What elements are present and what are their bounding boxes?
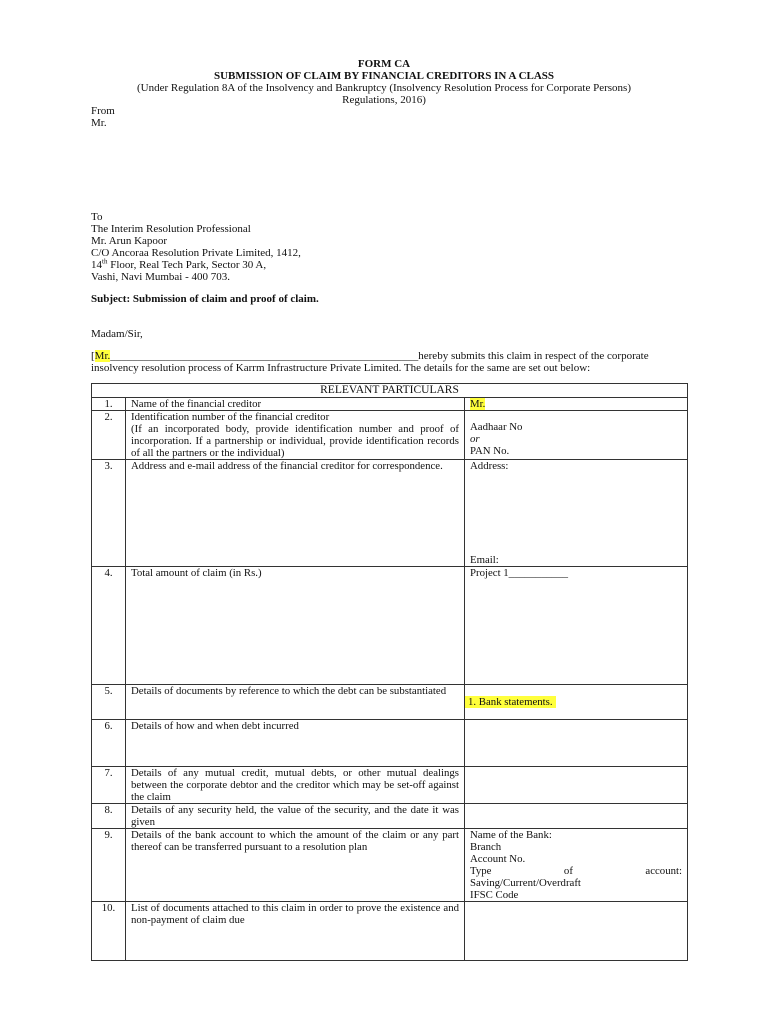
row-value	[465, 902, 688, 961]
table-header-row	[92, 384, 688, 398]
intro-line-1: [Mr.________________________________________________________hereby submits this claim in respect of the corporate	[91, 350, 649, 362]
row-value: Project 1___________	[465, 567, 688, 685]
form-subtitle: SUBMISSION OF CLAIM BY FINANCIAL CREDITORS IN A CLASS	[213, 70, 555, 82]
row-description: Details of documents by reference to which the debt can be substantiated	[126, 685, 465, 720]
intro-paragraph	[91, 350, 687, 374]
subject-label: Subject	[91, 293, 127, 305]
row-number: 1.	[92, 398, 126, 411]
form-title: FORM CA	[357, 58, 411, 70]
row-number: 8.	[92, 804, 126, 829]
to-line-3: C/O Ancoraa Resolution Private Limited, 1412,	[91, 247, 301, 259]
table-row	[92, 460, 688, 567]
table-row	[92, 398, 688, 411]
row-number: 7.	[92, 767, 126, 804]
to-line-2: Mr. Arun Kapoor	[91, 235, 168, 247]
table-row	[92, 804, 688, 829]
row-description: Name of the financial creditor	[126, 398, 465, 411]
from-name: Mr.	[91, 117, 107, 129]
row-value: Name of the Bank: Branch Account No. Type of account: Saving/Current/Overdraft IFSC Code	[465, 829, 688, 902]
table-row	[92, 685, 688, 720]
row-number: 10.	[92, 902, 126, 961]
to-label: To	[91, 211, 103, 223]
row-description: Identification number of the financial creditor (If an incorporated body, provide identification number and proof of incorporation. If a partnership or individual, provide identification records of all the partners or the individual)	[126, 411, 465, 460]
to-block	[91, 211, 301, 283]
row-number: 2.	[92, 411, 126, 460]
row-value: 1. Bank statements.	[465, 685, 688, 720]
table-row	[92, 567, 688, 685]
table-row	[92, 411, 688, 460]
table-row	[92, 767, 688, 804]
salutation: Madam/Sir,	[91, 328, 143, 340]
row-number: 3.	[92, 460, 126, 567]
row-value: Mr.	[465, 398, 688, 411]
regulation-line-1: (Under Regulation 8A of the Insolvency and Bankruptcy (Insolvency Resolution Process for Corporate Persons)	[137, 82, 631, 94]
row-number: 6.	[92, 720, 126, 767]
row-description: Details of the bank account to which the amount of the claim or any part thereof can be transferred pursuant to a resolution plan	[126, 829, 465, 902]
subject-text: : Submission of claim and proof of claim.	[126, 293, 319, 305]
to-line-1: The Interim Resolution Professional	[91, 223, 251, 235]
table-header: RELEVANT PARTICULARS	[92, 384, 688, 398]
from-label: From	[91, 105, 115, 117]
row-value: Aadhaar No or PAN No.	[465, 411, 688, 460]
subject-line	[91, 293, 319, 305]
row-description: Details of how and when debt incurred	[126, 720, 465, 767]
table-row	[92, 829, 688, 902]
row-number: 9.	[92, 829, 126, 902]
row-value: Address: Email:	[465, 460, 688, 567]
row-number: 4.	[92, 567, 126, 685]
row-description: Details of any mutual credit, mutual debts, or other mutual dealings between the corporate debtor and the creditor which may be set-off against the claim	[126, 767, 465, 804]
row-value	[465, 767, 688, 804]
row-number: 5.	[92, 685, 126, 720]
row-description: Address and e-mail address of the financial creditor for correspondence.	[126, 460, 465, 567]
intro-creditor-name: Mr.	[94, 350, 111, 362]
intro-line-2: insolvency resolution process of Karrm Infrastructure Private Limited. The details for the same are set out below:	[91, 362, 591, 374]
row-description: Total amount of claim (in Rs.)	[126, 567, 465, 685]
table-row	[92, 902, 688, 961]
regulation-line-2: Regulations, 2016)	[342, 94, 426, 106]
row-value	[465, 720, 688, 767]
table-row	[92, 720, 688, 767]
to-line-5: Vashi, Navi Mumbai - 400 703.	[91, 271, 231, 283]
to-line-4: 14th Floor, Real Tech Park, Sector 30 A,	[91, 257, 267, 271]
row-description: List of documents attached to this claim in order to prove the existence and non-payment of claim due	[126, 902, 465, 961]
row-value	[465, 804, 688, 829]
particulars-table	[91, 383, 688, 961]
row-description: Details of any security held, the value of the security, and the date it was given	[126, 804, 465, 829]
